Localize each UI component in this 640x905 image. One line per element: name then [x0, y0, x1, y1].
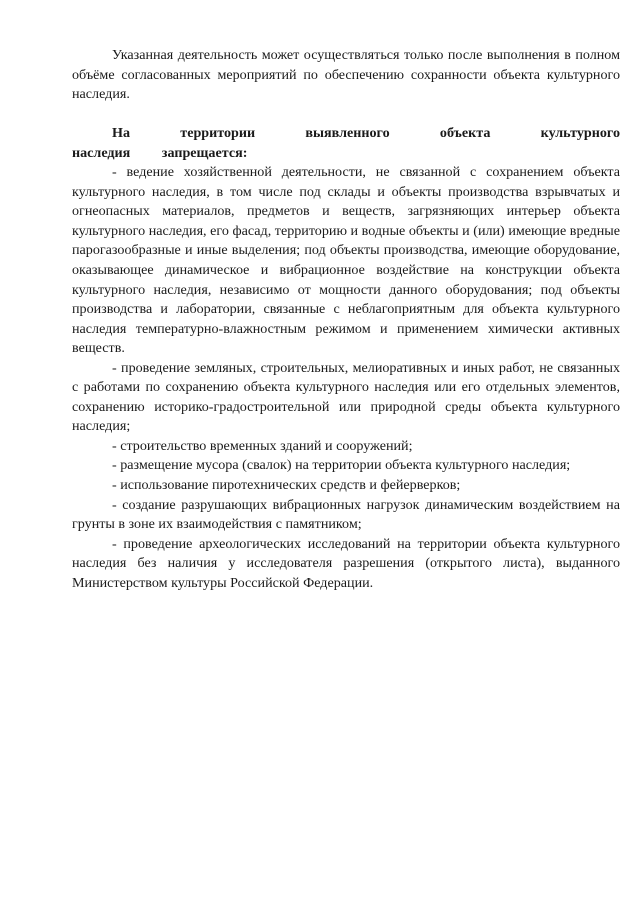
prohibition-item-economic-activity: - ведение хозяйственной деятельности, не связанной с сохранением объекта культурного наследия, в том числе под склады и объекты производства взрывчатых и огнеопасных материалов, предметов и веществ, загрязняющих интерьер объекта культурного наследия, его фасад, территорию и водные объекты и (или) имеющие вредные парогазообразные и иные выделения; под объекты производства, имеющие оборудование, оказывающее динамическое и вибрационное воздействие на конструкции объекта культурного наследия, независимо от мощности данного оборудования; под объекты производства и лаборатории, связанные с неблагоприятным для объекта культурного наследия температурно-влажностным режимом и применением химически активных веществ. [72, 164, 620, 357]
prohibitions-heading: На территории выявленного объекта культурного наследия запрещается: [72, 125, 620, 161]
prohibition-item-garbage: - размещение мусора (свалок) на территории объекта культурного наследия; [112, 457, 571, 474]
intro-paragraph: Указанная деятельность может осуществляться только после выполнения в полном объёме согласованных мероприятий по обеспечению сохранности объекта культурного наследия. [72, 47, 620, 103]
prohibition-item-temporary-buildings: - строительство временных зданий и сооружений; [112, 437, 413, 454]
prohibition-item-vibration: - создание разрушающих вибрационных нагрузок динамическим воздействием на грунты в зоне их взаимодействия с памятником; [72, 496, 620, 533]
document-page [72, 46, 620, 593]
prohibition-item-pyrotechnics: - использование пиротехнических средств и фейерверков; [112, 476, 461, 493]
prohibition-item-earthworks: - проведение земляных, строительных, мелиоративных и иных работ, не связанных с работами по сохранению объекта культурного наследия или его отдельных элементов, сохранению историко-градостроительной или природной среды объекта культурного наследия; [72, 359, 620, 435]
prohibition-item-archaeology: - проведение археологических исследований на территории объекта культурного наследия без наличия у исследователя разрешения (открытого листа), выданного Министерством культуры Российской Федерации. [72, 535, 620, 591]
